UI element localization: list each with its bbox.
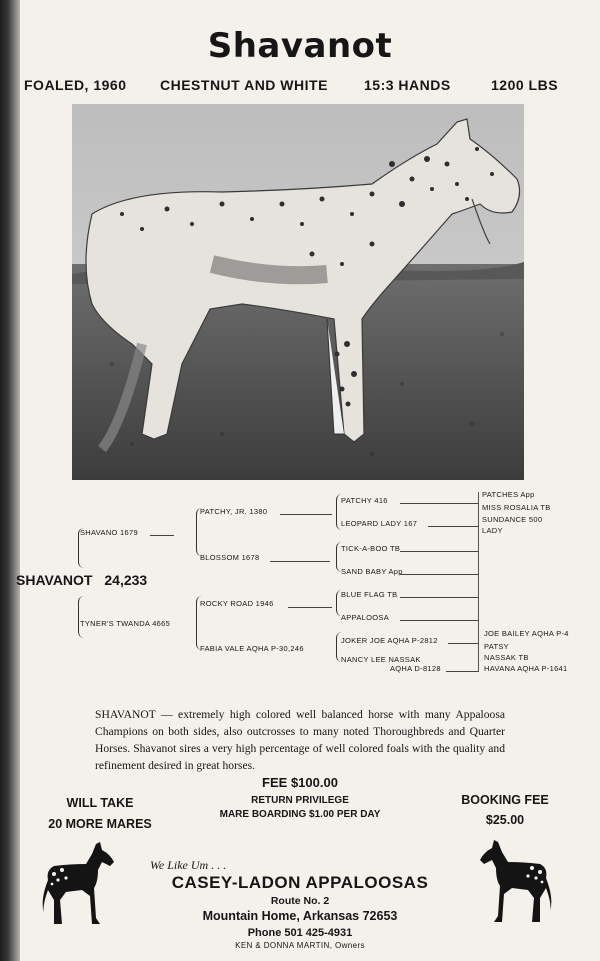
pedigree-brace [78,596,85,638]
pedigree-gen4-item: SUNDANCE 500 [482,515,543,524]
pedigree-line [270,561,330,562]
pedigree-sire: SHAVANO 1679 [80,528,138,537]
pedigree-gen3-item: PATCHY 416 [341,496,388,505]
horse-color: CHESTNUT AND WHITE [160,77,328,93]
slogan: We Like Um . . . [150,858,227,872]
pedigree-gen4-item: PATSY [484,642,509,651]
horse-photo [72,104,524,480]
pedigree-line [448,643,478,644]
pedigree-gen3-item: NANCY LEE NASSAK [341,655,421,664]
horse-weight: 1200 LBS [491,77,559,93]
pedigree-gen3-item: JOKER JOE AQHA P-2812 [341,636,438,645]
more-mares-label: 20 MORE MARES [48,817,152,831]
page-title: Shavanot [207,26,393,66]
pedigree-gen3-item: LEOPARD LADY 167 [341,519,418,528]
pedigree-dam-dam: FABIA VALE AQHA P-30,246 [200,644,304,653]
pedigree-line [400,551,478,552]
booking-fee-label: BOOKING FEE [461,793,549,807]
book-binding-shadow [0,0,20,961]
horse-height: 15:3 HANDS [364,77,451,93]
appaloosa-horse-illustration [40,840,116,928]
pedigree-line [400,620,478,621]
address-route: Route No. 2 [270,895,330,907]
booking-fee-value: $25.00 [485,813,525,827]
will-take-label: WILL TAKE [66,796,134,810]
pedigree-gen4-item: MISS ROSALIA TB [482,503,551,512]
pedigree-line [288,607,332,608]
pedigree-gen3-item: BLUE FLAG TB [341,590,398,599]
pedigree-line [446,671,478,672]
owners: KEN & DONNA MARTIN, Owners [235,941,365,950]
pedigree-line [428,526,478,527]
pedigree-gen4-item: PATCHES App [482,490,535,499]
ranch-name: CASEY-LADON APPALOOSAS [171,873,429,892]
pedigree-gen3-item: SAND BABY App [341,567,403,576]
mare-boarding: MARE BOARDING $1.00 PER DAY [219,809,381,820]
horse-description: SHAVANOT — extremely high colored well balanced horse with many Appaloosa Champions on both sides, also outcrosses to many noted Thoroughbreds and Quarter Horses. Shavanot sires a very high percentage of well colored foals with the quality and refinement desired in great horses. [95,708,505,772]
foaled-year: FOALED, 1960 [24,77,127,93]
pedigree-gen4-item: LADY [482,526,503,535]
return-privilege: RETURN PRIVILEGE [251,795,349,806]
pedigree-line [478,492,479,672]
pedigree-line [280,514,332,515]
pedigree-gen4-item: JOE BAILEY AQHA P-4 [484,629,569,638]
pedigree-gen3-item: AQHA D-8128 [390,664,441,673]
pedigree-sire-dam: BLOSSOM 1678 [200,553,260,562]
pedigree-dam-sire: ROCKY ROAD 1946 [200,599,274,608]
pedigree-line [400,574,478,575]
pedigree-subject: SHAVANOT 24,233 [16,572,148,588]
address-city: Mountain Home, Arkansas 72653 [202,909,398,923]
pedigree-gen3-item: TICK-A-BOO TB [341,544,401,553]
pedigree-line [150,535,174,536]
pedigree-gen3-item: APPALOOSA [341,613,389,622]
pedigree-sire-sire: PATCHY, JR. 1380 [200,507,268,516]
pedigree-gen4-item: NASSAK TB [484,653,529,662]
pedigree-gen4-item: HAVANA AQHA P-1641 [484,664,568,673]
phone-number: Phone 501 425-4931 [247,927,353,939]
pedigree-line [400,503,478,504]
appaloosa-horse-illustration [478,838,554,926]
pedigree-dam: TYNER'S TWANDA 4665 [80,619,171,628]
pedigree-line [400,597,478,598]
stud-fee: FEE $100.00 [262,775,338,790]
